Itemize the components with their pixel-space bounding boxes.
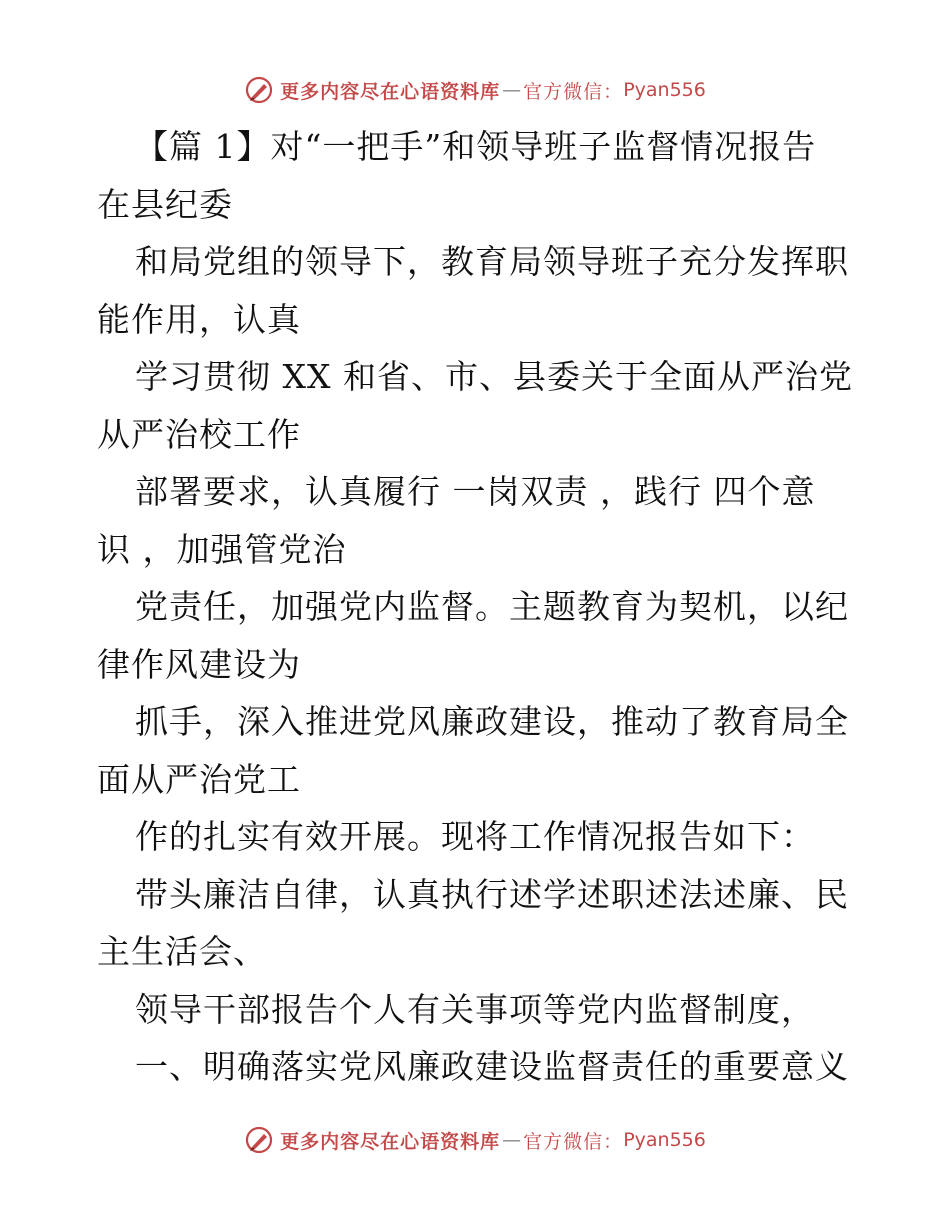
section-heading: 一、明确落实党风廉政建设监督责任的重要意义 <box>135 1047 849 1086</box>
watermark-id: Pyan556 <box>623 1129 706 1151</box>
watermark-separator: — <box>502 79 522 101</box>
text-line: 党责任，加强党内监督。主题教育为契机，以纪 <box>135 587 849 626</box>
text-line: 能作用，认真 <box>97 299 301 339</box>
text-line: 律作风建设为 <box>97 644 301 684</box>
document-title: 【篇 1】对“一把手”和领导班子监督情况报告 <box>135 127 817 166</box>
watermark-id: Pyan556 <box>623 79 706 101</box>
text-line: 主生活会、 <box>97 932 267 971</box>
text-line: 带头廉洁自律，认真执行述学述职述法述廉、民 <box>135 874 849 914</box>
text-line: 学习贯彻 XX 和省、市、县委关于全面从严治党 <box>135 357 853 396</box>
text-line: 在县纪委 <box>97 184 233 224</box>
pen-logo-icon <box>244 75 274 105</box>
watermark-text: 更多内容尽在心语资料库 <box>280 80 501 103</box>
watermark-label: 官方微信： <box>523 80 624 103</box>
text-line: 和局党组的领导下，教育局领导班子充分发挥职 <box>135 242 849 281</box>
text-line: 抓手，深入推进党风廉政建设，推动了教育局全 <box>135 702 849 741</box>
text-line: 作的扎实有效开展。现将工作情况报告如下： <box>135 817 815 856</box>
text-line: 识 ，加强管党治 <box>97 529 347 569</box>
text-line: 面从严治党工 <box>97 759 301 799</box>
pen-logo-icon <box>244 1125 274 1155</box>
text-line: 从严治校工作 <box>97 414 301 454</box>
header-watermark <box>0 70 950 110</box>
document-body <box>97 118 857 1096</box>
watermark-separator: — <box>502 1129 522 1151</box>
text-line: 领导干部报告个人有关事项等党内监督制度， <box>135 989 815 1029</box>
footer-watermark <box>0 1120 950 1160</box>
watermark-label: 官方微信： <box>523 1130 624 1153</box>
text-line: 部署要求，认真履行 一岗双责 ，践行 四个意 <box>135 472 816 511</box>
watermark-text: 更多内容尽在心语资料库 <box>280 1130 501 1153</box>
